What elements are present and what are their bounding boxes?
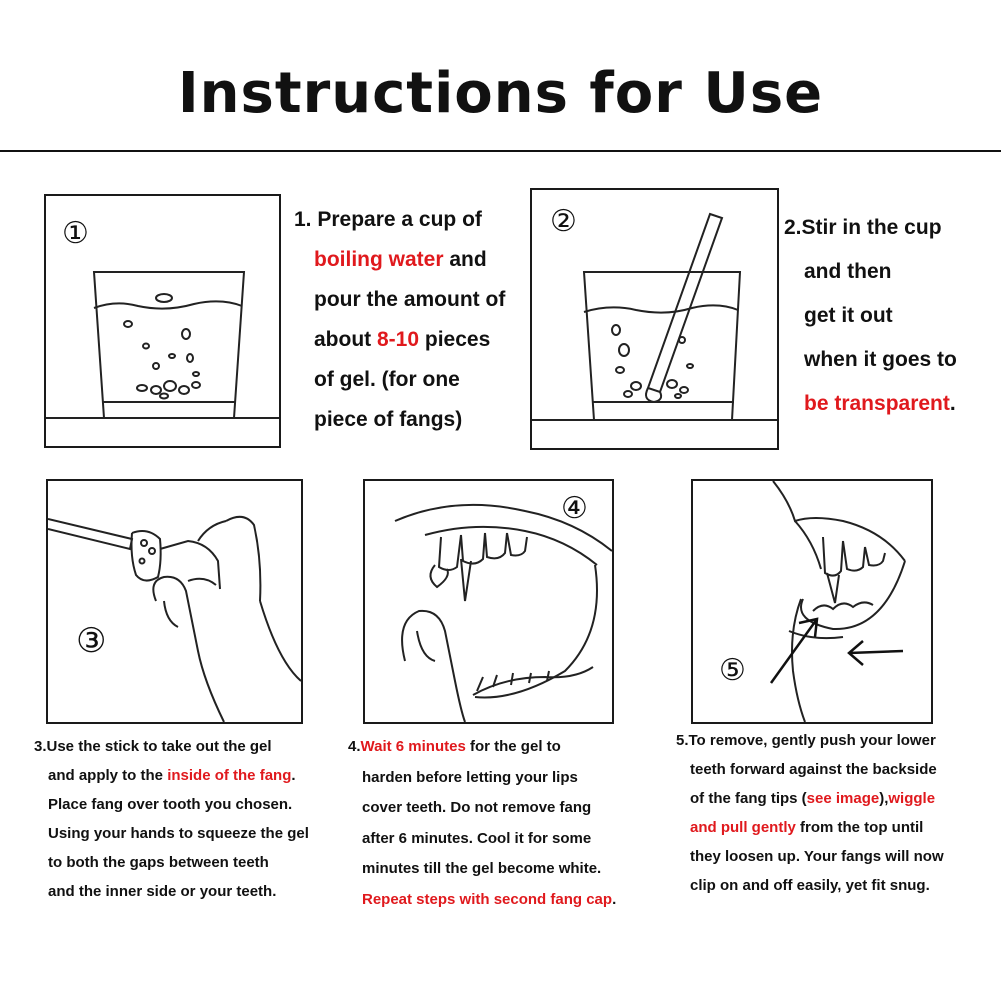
step-2-line: 2.Stir in the cup xyxy=(784,216,942,239)
title-divider xyxy=(0,150,1001,152)
step-4-illustration xyxy=(363,479,614,724)
hand-applying-gel-illustration xyxy=(48,481,301,722)
step-5-text-span: ), xyxy=(879,790,889,807)
step-4-line xyxy=(348,732,616,763)
step-4-text-span: for the gel to xyxy=(465,738,561,755)
highlight-text: boiling water xyxy=(314,248,444,271)
highlight-text: inside of the fang xyxy=(167,767,292,784)
highlight-text: 8-10 xyxy=(377,328,420,351)
step-number-badge: ③ xyxy=(76,621,107,661)
step-1-text xyxy=(294,200,505,440)
step-4-line xyxy=(348,885,616,916)
page-title: Instructions for Use xyxy=(177,61,824,126)
highlight-text: see image xyxy=(806,790,880,807)
step-3-line: Place fang over tooth you chosen. xyxy=(48,796,293,813)
highlight-text: and pull gently xyxy=(690,819,796,836)
step-number-badge: ② xyxy=(550,204,577,239)
step-1-line: of gel. (for one xyxy=(314,368,460,391)
step-4-text-span: 4. xyxy=(348,738,361,755)
step-1-line xyxy=(294,320,505,360)
highlight-text: Wait 6 minutes xyxy=(360,738,466,755)
step-1-text-span: pieces xyxy=(419,328,491,351)
step-2-line xyxy=(784,382,957,426)
step-4-line: harden before letting your lips xyxy=(362,768,578,786)
step-3-line xyxy=(34,761,309,790)
step-2-illustration xyxy=(530,188,779,450)
step-1-text-span: and xyxy=(443,248,487,271)
step-2-text xyxy=(784,206,957,426)
step-5-line: 5.To remove, gently push your lower xyxy=(676,732,936,749)
step-3-illustration xyxy=(46,479,303,724)
step-5-line xyxy=(676,813,944,842)
step-number-badge: ① xyxy=(62,216,89,251)
step-1-line: pour the amount of xyxy=(314,288,506,311)
step-3-text-span: . xyxy=(291,767,296,784)
step-1-line: 1. Prepare a cup of xyxy=(294,208,482,231)
step-5-line: clip on and off easily, yet fit snug. xyxy=(690,877,930,894)
step-5-text-span: from the top until xyxy=(795,819,924,836)
step-3-line: and the inner side or your teeth. xyxy=(48,883,277,900)
step-3-text-span: and apply to the xyxy=(48,767,168,784)
step-4-line: after 6 minutes. Cool it for some xyxy=(362,829,592,847)
step-2-line: get it out xyxy=(804,304,893,327)
highlight-text: be transparent xyxy=(804,392,950,415)
step-3-line: to both the gaps between teeth xyxy=(48,854,269,871)
step-3-line: Using your hands to squeeze the gel xyxy=(48,825,309,842)
step-4-text xyxy=(348,732,616,915)
step-number-badge: ⑤ xyxy=(719,653,746,688)
step-5-illustration xyxy=(691,479,933,724)
step-1-text-span: about xyxy=(314,328,377,351)
highlight-text: wiggle xyxy=(888,790,936,807)
step-5-line: teeth forward against the backside xyxy=(690,761,937,778)
step-3-line: 3.Use the stick to take out the gel xyxy=(34,738,272,755)
step-4-text-span: . xyxy=(612,890,617,908)
step-2-text-span: . xyxy=(949,392,956,415)
step-1-line: piece of fangs) xyxy=(314,408,463,431)
step-number-badge: ④ xyxy=(561,491,588,526)
step-3-text xyxy=(34,732,309,906)
highlight-text: Repeat steps with second fang cap xyxy=(362,890,613,908)
step-5-text xyxy=(676,726,944,900)
step-5-text-span: of the fang tips ( xyxy=(690,790,807,807)
step-2-line: and then xyxy=(804,260,892,283)
step-5-line xyxy=(676,784,944,813)
step-1-line xyxy=(294,240,505,280)
step-4-line: minutes till the gel become white. xyxy=(362,860,602,877)
step-1-illustration xyxy=(44,194,281,448)
step-5-line: they loosen up. Your fangs will now xyxy=(690,848,944,865)
step-2-line: when it goes to xyxy=(804,348,957,371)
step-4-line: cover teeth. Do not remove fang xyxy=(362,799,592,816)
